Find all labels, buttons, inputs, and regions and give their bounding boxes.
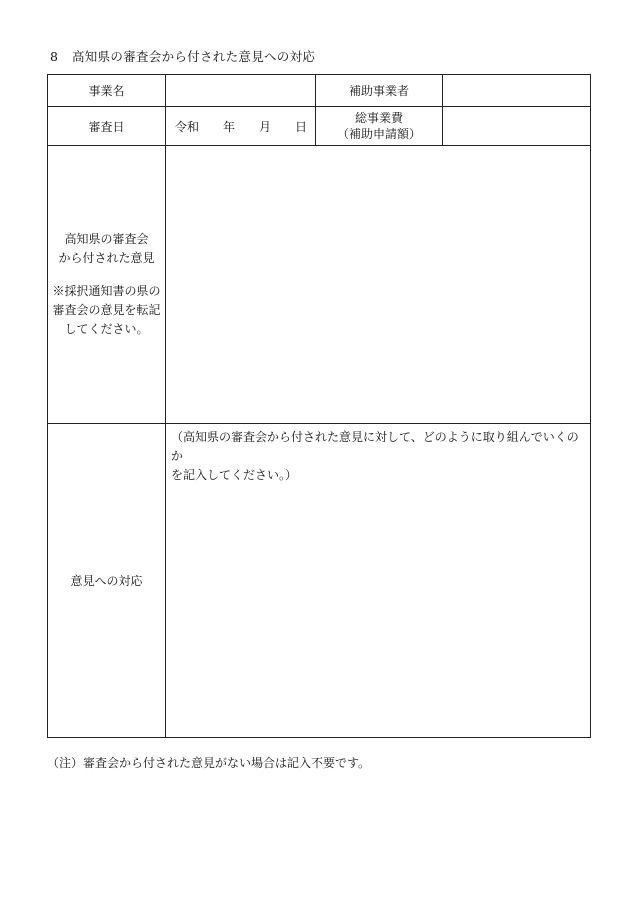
opinion-label-line1: 高知県の審査会 — [64, 232, 149, 246]
opinion-label-line2: から付された意見 — [58, 251, 155, 265]
review-date-label: 審査日 — [48, 107, 166, 146]
total-cost-label — [316, 107, 443, 146]
review-response-form — [47, 74, 591, 738]
opinion-label — [48, 146, 166, 424]
operator-field[interactable] — [443, 75, 591, 107]
response-hint-line1: （高知県の審査会から付された意見に対して、どのように取り組んでいくのか — [171, 430, 579, 463]
date-month-unit: 月 — [259, 119, 272, 134]
opinion-note-line3: してください。 — [64, 322, 149, 336]
row-review — [48, 107, 591, 146]
opinion-note-line2: 審査会の意見を転記 — [52, 303, 161, 317]
opinion-note-line1: ※採択通知書の県の — [52, 284, 161, 298]
date-day-unit: 日 — [295, 119, 308, 134]
response-hint — [166, 424, 590, 485]
response-field[interactable] — [166, 424, 591, 738]
review-date-field[interactable] — [166, 107, 316, 146]
section-heading — [50, 47, 315, 65]
row-opinion — [48, 146, 591, 424]
opinion-note — [48, 282, 165, 339]
footnote: （注）審査会から付された意見がない場合は記入不要です。 — [47, 756, 371, 770]
response-hint-line2: を記入してください。） — [171, 468, 298, 482]
date-year-unit: 年 — [223, 119, 236, 134]
section-number: 8 — [50, 49, 59, 64]
total-cost-label-line1: 総事業費 — [354, 111, 403, 125]
date-era: 令和 — [175, 119, 200, 134]
row-project — [48, 75, 591, 107]
total-cost-label-line2: （補助申請額） — [336, 127, 421, 141]
project-name-field[interactable] — [166, 75, 316, 107]
opinion-field[interactable] — [166, 146, 591, 424]
response-label: 意見への対応 — [48, 424, 166, 738]
row-response — [48, 424, 591, 738]
section-title: 高知県の審査会から付された意見への対応 — [72, 49, 316, 64]
project-name-label: 事業名 — [48, 75, 166, 107]
total-cost-field[interactable] — [443, 107, 591, 146]
operator-label: 補助事業者 — [316, 75, 443, 107]
